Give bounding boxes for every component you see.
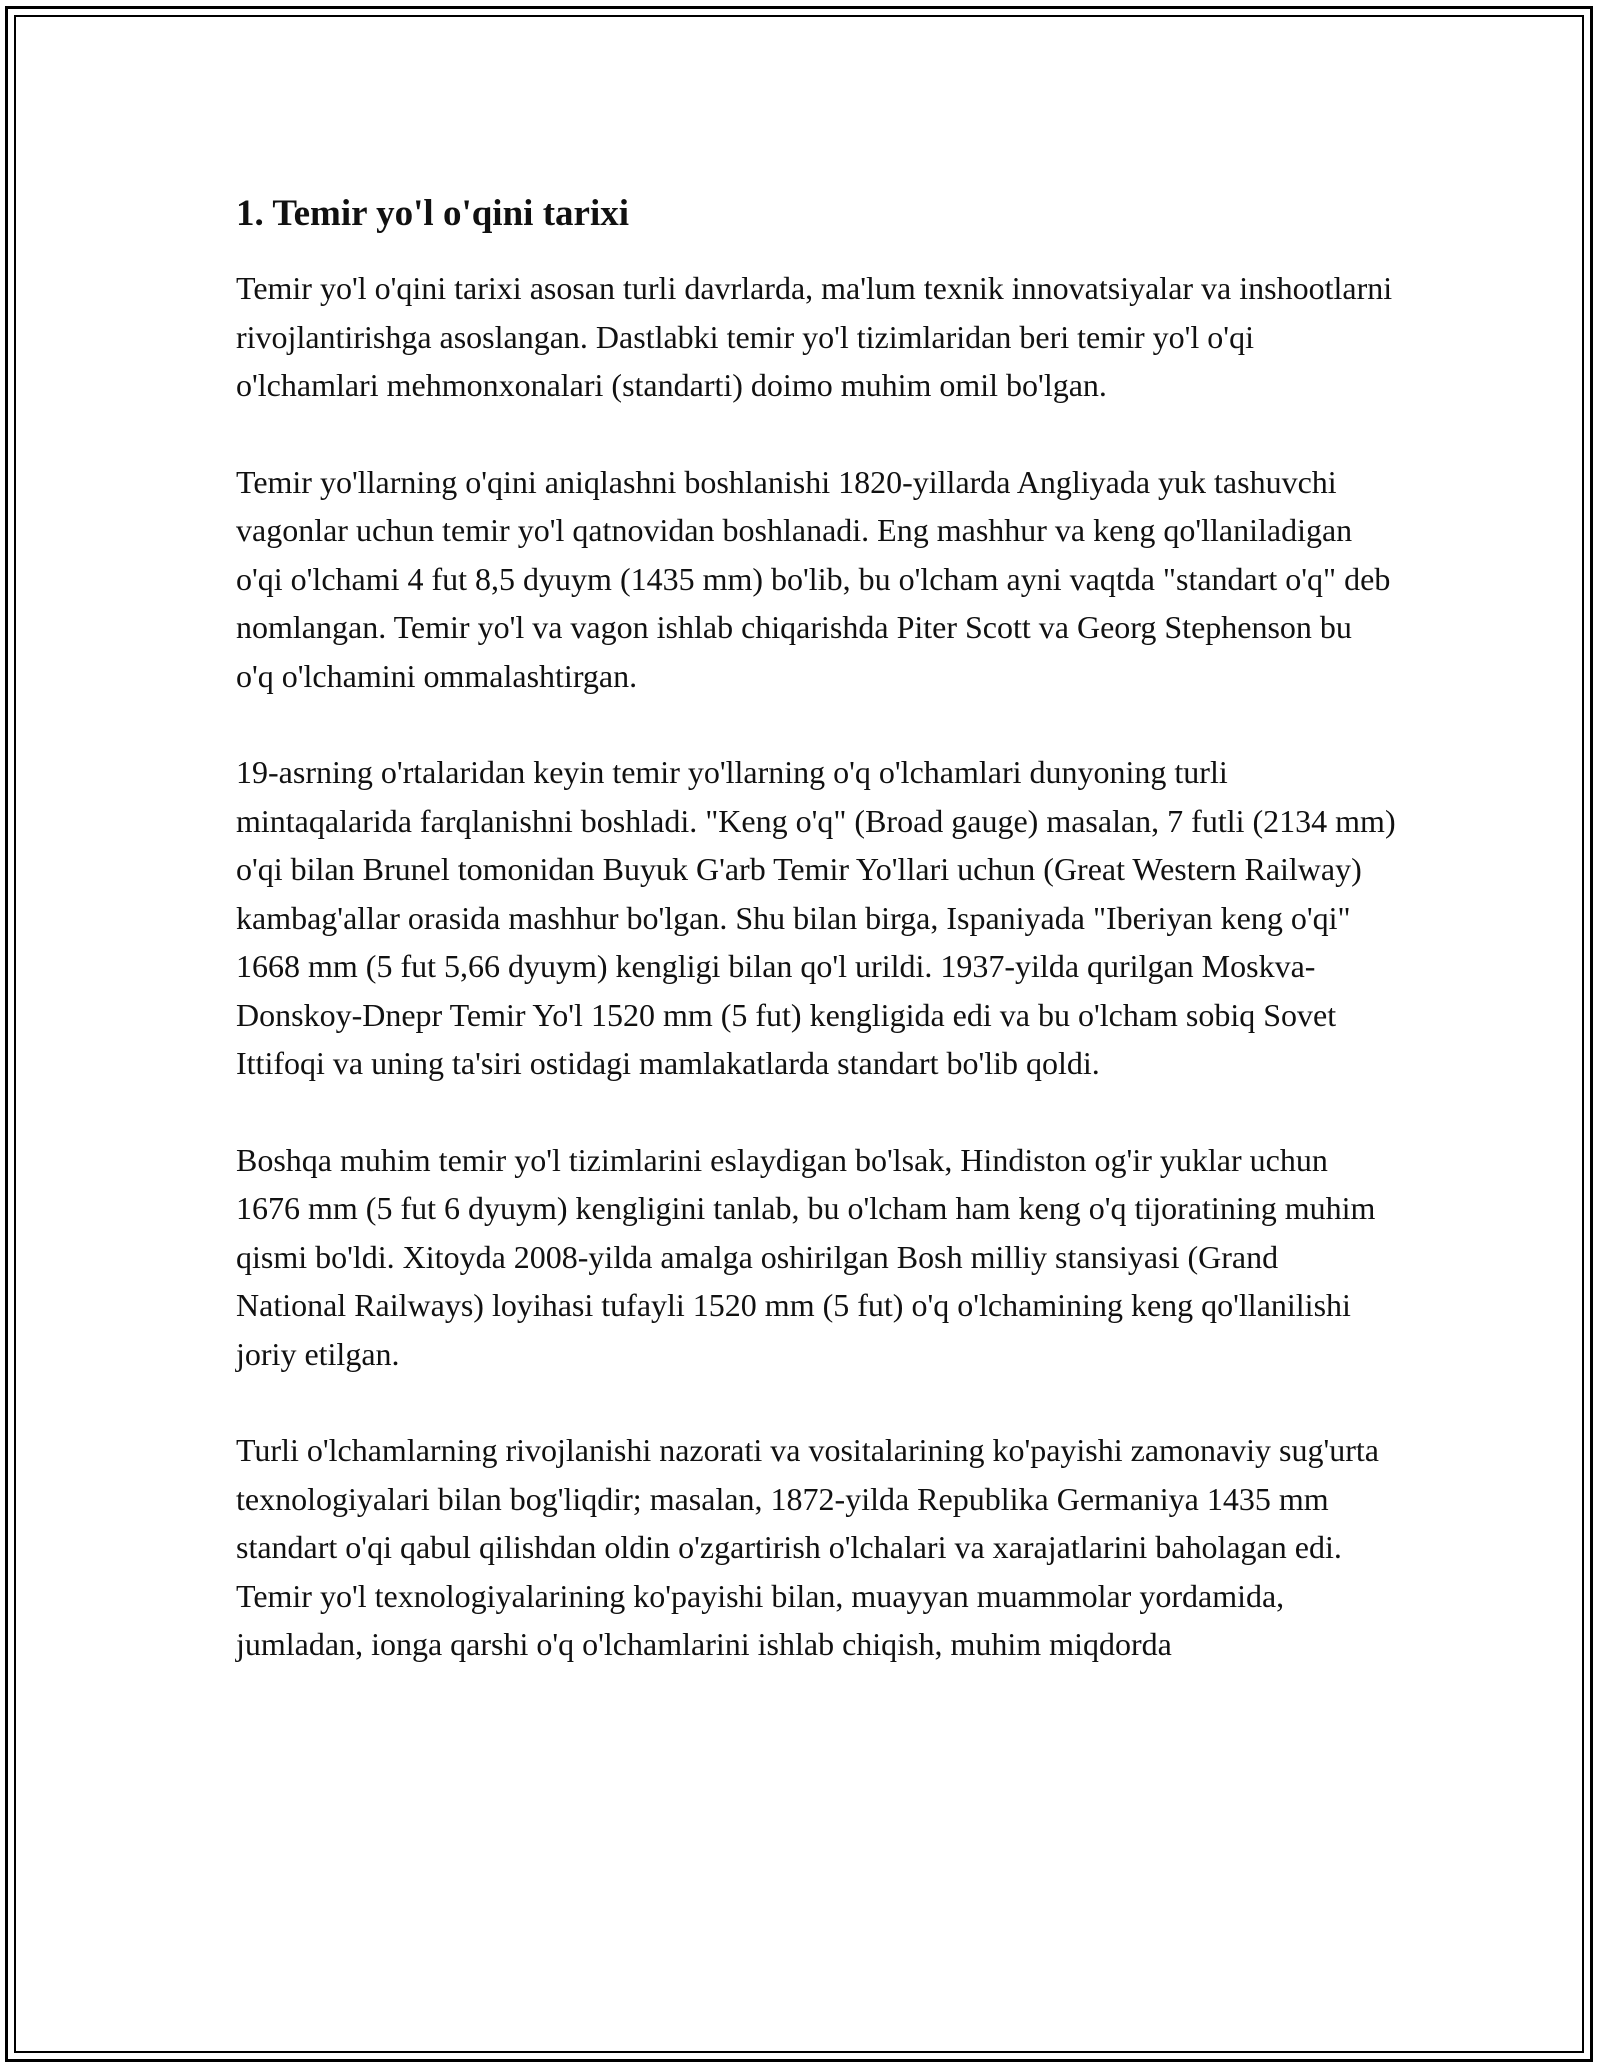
paragraph-development: Turli o'lchamlarning rivojlanishi nazorati va vositalarining ko'payishi zamonaviy sug'urta texnologiyalari bilan bog'liqdir; masalan, 1872-yilda Republika Germaniya 1435 mm standart o'qi qabul qilishdan oldin o'zgartirish o'lchalari va xarajatlarini baholagan edi. Temir yo'l texnologiyalarining ko'payishi bilan, muayyan muammolar yordamida, jumladan, ionga qarshi o'q o'lchamlarini ishlab chiqish, muhim miqdorda — [236, 1432, 1379, 1662]
paragraph-standard-gauge: Temir yo'llarning o'qini aniqlashni boshlanishi 1820-yillarda Angliyada yuk tashuvchi vagonlar uchun temir yo'l qatnovidan boshlanadi. Eng mashhur va keng qo'llaniladigan o'qi o'lchami 4 fut 8,5 dyuym (1435 mm) bo'lib, bu o'lcham ayni vaqtda "standart o'q" deb nomlangan. Temir yo'l va vagon ishlab chiqarishda Piter Scott va Georg Stephenson bu o'q o'lchamini ommalashtirgan. — [236, 463, 1391, 694]
paragraph-other-systems: Boshqa muhim temir yo'l tizimlarini eslaydigan bo'lsak, Hindiston og'ir yuklar uchun 1676 mm (5 fut 6 dyuym) kengligini tanlab, bu o'lcham ham keng o'q tijoratining muhim qismi bo'ldi. Xitoyda 2008-yilda amalga oshirilgan Bosh milliy stansiyasi (Grand National Railways) loyihasi tufayli 1520 mm (5 fut) o'q o'lchamining keng qo'llanilishi joriy etilgan. — [236, 1141, 1376, 1372]
paragraph-gauge-variations: 19-asrning o'rtalaridan keyin temir yo'llarning o'q o'lchamlari dunyoning turli mintaqalarida farqlanishni boshladi. "Keng o'q" (Broad gauge) masalan, 7 futli (2134 mm) o'qi bilan Brunel tomonidan Buyuk G'arb Temir Yo'llari uchun (Great Western Railway) kambag'allar orasida mashhur bo'lgan. Shu bilan birga, Ispaniyada "Iberiyan keng o'qi" 1668 mm (5 fut 5,66 dyuym) kengligi bilan qo'l urildi. 1937-yilda qurilgan Moskva-Donskoy-Dnepr Temir Yo'l 1520 mm (5 fut) kengligida edi va bu o'lcham sobiq Sovet Ittifoqi va uning ta'siri ostidagi mamlakatlarda standart bo'lib qoldi. — [236, 754, 1396, 1081]
paragraph-intro: Temir yo'l o'qini tarixi asosan turli davrlarda, ma'lum texnik innovatsiyalar va inshootlarni rivojlantirishga asoslangan. Dastlabki temir yo'l tizimlaridan beri temir yo'l o'qi o'lchamlari mehmonxonalari (standarti) doimo muhim omil bo'lgan. — [236, 270, 1393, 403]
document-body — [236, 186, 1396, 1669]
section-heading: 1. Temir yo'l o'qini tarixi — [236, 193, 629, 234]
